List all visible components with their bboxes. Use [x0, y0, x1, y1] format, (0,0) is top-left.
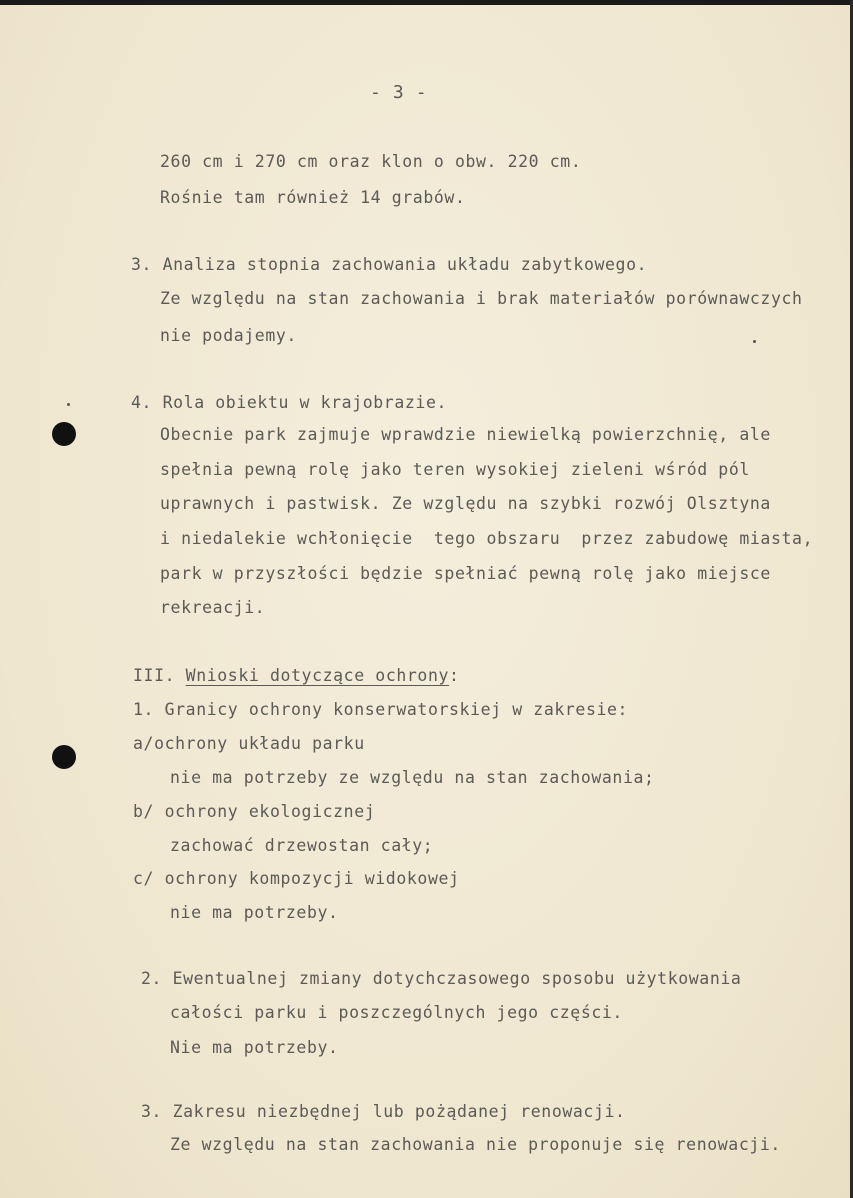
text-line: Ze względu na stan zachowania i brak materiałów porównawczych: [160, 289, 803, 308]
section-heading: 4. Rola obiektu w krajobrazie.: [131, 393, 448, 412]
text-line: całości parku i poszczególnych jego części.: [170, 1003, 623, 1022]
chapter-heading: [133, 666, 460, 686]
text-line: nie podajemy.: [160, 326, 297, 345]
text-line: 260 cm i 270 cm oraz klon o obw. 220 cm.: [160, 152, 582, 171]
section-heading: 3. Zakresu niezbędnej lub pożądanej renowacji.: [141, 1102, 626, 1121]
text-line: nie ma potrzeby ze względu na stan zachowania;: [170, 768, 655, 787]
section-heading: 2. Ewentualnej zmiany dotychczasowego sposobu użytkowania: [141, 969, 742, 988]
text-line: Ze względu na stan zachowania nie proponuje się renowacji.: [170, 1135, 781, 1154]
punch-hole-top: [52, 422, 76, 446]
list-item: c/ ochrony kompozycji widokowej: [133, 869, 460, 888]
text-line: zachować drzewostan cały;: [170, 836, 434, 855]
text-line: i niedalekie wchłonięcie tego obszaru przez zabudowę miasta,: [160, 529, 814, 548]
text-line: spełnia pewną rolę jako teren wysokiej zieleni wśród pól: [160, 460, 750, 479]
chapter-number: III.: [133, 666, 186, 685]
section-heading: 3. Analiza stopnia zachowania układu zabytkowego.: [131, 255, 648, 274]
scan-edge-top: [0, 0, 853, 5]
text-line: nie ma potrzeby.: [170, 903, 339, 922]
punch-hole-bottom: [52, 745, 76, 769]
list-item: a/ochrony układu parku: [133, 734, 365, 753]
paper-speck: [67, 403, 70, 406]
chapter-title: Wnioski dotyczące ochrony: [185, 666, 450, 685]
page-number: - 3 -: [370, 82, 428, 103]
paper-speck: [753, 340, 756, 343]
text-line: uprawnych i pastwisk. Ze względu na szybki rozwój Olsztyna: [160, 494, 771, 513]
text-line: park w przyszłości będzie spełniać pewną rolę jako miejsce: [160, 564, 771, 583]
chapter-colon: :: [449, 666, 460, 685]
section-heading: 1. Granicy ochrony konserwatorskiej w zakresie:: [133, 700, 629, 719]
text-line: rekreacji.: [160, 598, 266, 617]
list-item: b/ ochrony ekologicznej: [133, 802, 376, 821]
text-line: Rośnie tam również 14 grabów.: [160, 188, 466, 207]
text-line: Obecnie park zajmuje wprawdzie niewielką powierzchnię, ale: [160, 425, 771, 444]
text-line: Nie ma potrzeby.: [170, 1038, 339, 1057]
